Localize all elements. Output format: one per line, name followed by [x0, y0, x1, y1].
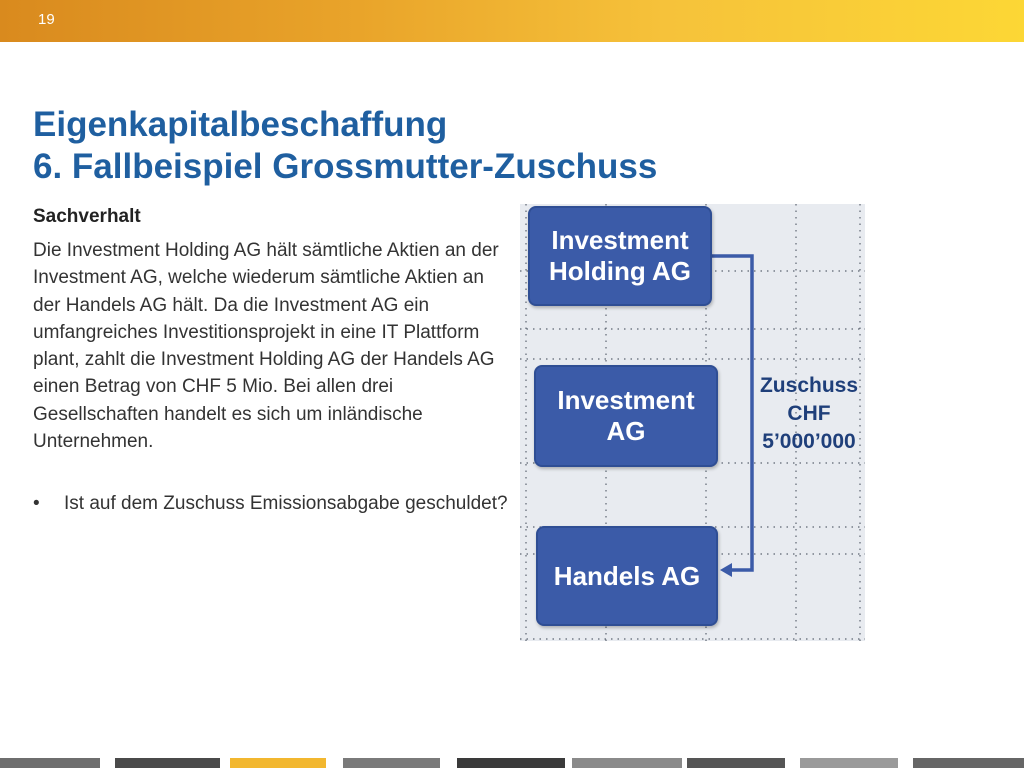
top-bar	[0, 0, 1024, 42]
slide-title	[33, 104, 657, 188]
footer-stripe	[457, 758, 565, 768]
section-heading: Sachverhalt	[33, 206, 141, 227]
page-number: 19	[38, 11, 55, 28]
box-investment-ag: Investment AG	[534, 365, 718, 467]
footer-stripe	[687, 758, 785, 768]
footer-stripe	[913, 758, 1024, 768]
zuschuss-title: Zuschuss	[759, 374, 859, 397]
zuschuss-label	[758, 372, 860, 456]
footer-stripe	[115, 758, 220, 768]
body-text: Die Investment Holding AG hält sämtliche Aktien an der Investment AG, welche wiederum sämtliche Aktien an der Handels AG hält. Da die Investment AG ein umfangreiches Investitionsprojekt in eine IT Plattform plant, zahlt die Investment Holding AG der Handels AG einen Betrag von CHF 5 Mio. Bei allen drei Gesellschaften handelt es sich um inländische Unternehmen.	[33, 240, 499, 453]
zuschuss-arrow	[712, 256, 752, 577]
box-handels-ag: Handels AG	[536, 526, 718, 626]
footer-stripe	[0, 758, 100, 768]
footer-stripe	[343, 758, 440, 768]
bullet-text: Ist auf dem Zuschuss Emissionsabgabe geschuldet?	[64, 493, 508, 514]
title-line-2: 6. Fallbeispiel Grossmutter-Zuschuss	[33, 147, 658, 186]
bullet-item	[33, 490, 511, 517]
footer-stripe	[572, 758, 682, 768]
box-investment-holding-ag: Investment Holding AG	[528, 206, 712, 306]
zuschuss-amount: 5’000’000	[762, 430, 856, 453]
title-line-1: Eigenkapitalbeschaffung	[33, 105, 448, 144]
ownership-diagram	[520, 204, 865, 641]
zuschuss-currency: CHF	[787, 402, 831, 425]
bullet-dot-icon: •	[33, 493, 40, 514]
footer-stripe	[230, 758, 326, 768]
footer-stripe	[800, 758, 898, 768]
